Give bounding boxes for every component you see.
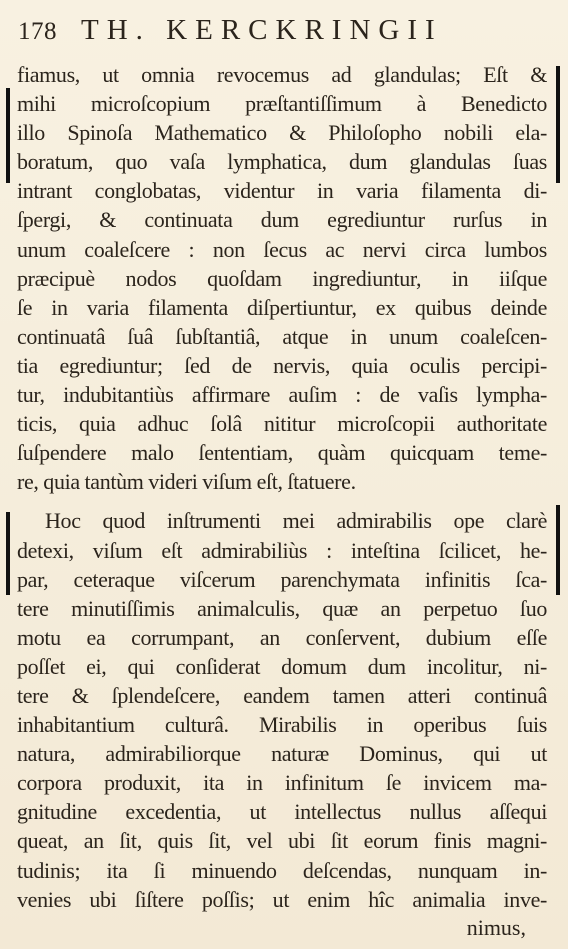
margin-marker [6, 512, 10, 595]
text-line: queat, an ſit, quis ſit, vel ubi ſit eorum finis magni- [17, 828, 547, 854]
text-line: motu ea corrumpant, an conſervent, dubium eſſe [17, 624, 547, 650]
paragraph-final-line: re, quia tantùm videri viſum eſt, ſtatuere. [17, 469, 356, 495]
text-line: tia egrediuntur; ſed de nervis, quia oculis percipi- [17, 352, 547, 378]
text-line: continuatâ ſuâ ſubſtantiâ, atque in unum coaleſcen- [17, 323, 547, 349]
text-line: boratum, quo vaſa lymphatica, dum glandulas ſuas [17, 149, 547, 175]
text-line: mihi microſcopium præſtantiſſimum à Benedicto [17, 91, 547, 117]
running-title: TH. KERCKRINGII [81, 14, 443, 46]
text-line: venies ubi ſiſtere poſſis; ut enim hîc animalia inve- [17, 886, 547, 912]
text-line: tere minutiſſimis animalculis, quæ an perpetuo ſuo [17, 595, 547, 621]
text-line: poſſet ei, qui conſiderat domum dum incolitur, ni- [17, 653, 547, 679]
body-text [17, 60, 547, 914]
text-line: inhabitantium culturâ. Mirabilis in operibus ſuis [17, 712, 547, 738]
margin-marker [556, 505, 560, 595]
catchword: nimus, [466, 915, 526, 940]
text-line: tudinis; ita ſi minuendo deſcendas, nunquam in- [17, 857, 547, 883]
text-line: tere & ſplendeſcere, eandem tamen atteri continuâ [17, 682, 547, 708]
text-line: ticis, quia adhuc ſolâ nititur microſcopii authoritate [17, 411, 547, 437]
text-line: unum coaleſcere : non ſecus ac nervi circa lumbos [17, 236, 547, 262]
paragraph-first-line: Hoc quod inſtrumenti mei admirabilis ope clarè [45, 508, 547, 534]
text-line: par, ceteraque viſcerum parenchymata infinitis ſca- [17, 566, 547, 592]
text-line: præcipuè nodos quoſdam ingrediuntur, in iiſque [17, 265, 547, 291]
text-line: detexi, viſum eſt admirabiliùs : inteſtina ſcilicet, he- [17, 537, 547, 563]
text-line: tur, indubitantiùs affirmare auſim : de vaſis lympha- [17, 382, 547, 408]
margin-marker [6, 88, 10, 183]
text-line: intrant conglobatas, videntur in varia filamenta di- [17, 178, 547, 204]
margin-marker [556, 66, 560, 183]
text-line: ſe in varia filamenta diſpertiuntur, ex quibus deinde [17, 294, 547, 320]
text-line: ſuſpendere malo ſententiam, quàm quicquam teme- [17, 440, 547, 466]
text-line: corpora produxit, ita in infinitum ſe invicem ma- [17, 770, 547, 796]
page-number: 178 [18, 18, 57, 45]
text-line: gnitudine excedentia, ut intellectus nullus aſſequi [17, 799, 547, 825]
text-line: fiamus, ut omnia revocemus ad glandulas; Eſt & [17, 62, 547, 87]
text-line: ſpergi, & continuata dum egrediuntur rurſus in [17, 207, 547, 233]
text-line: natura, admirabiliorque naturæ Dominus, qui ut [17, 741, 547, 767]
text-line: illo Spinoſa Mathematico & Philoſopho nobili ela- [17, 120, 547, 146]
paragraph-gap [17, 496, 547, 506]
running-head [18, 14, 538, 54]
